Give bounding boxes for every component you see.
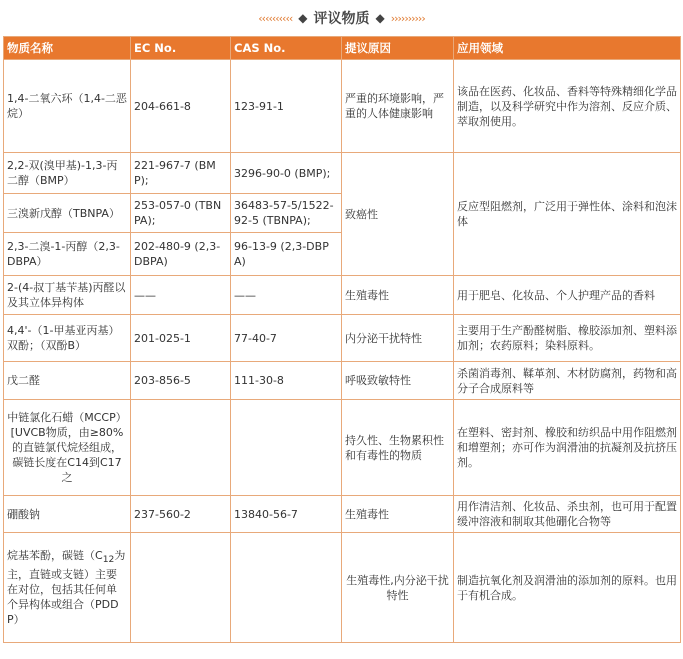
cell-name: 中链氯化石蜡（MCCP）[UVCB物质，由≥80%的直链氯代烷烃组成，碳链长度在C14到C17之 — [4, 400, 131, 496]
cell-ec: —— — [131, 276, 231, 315]
header-name: 物质名称 — [4, 37, 131, 60]
cell-ec: 221-967-7 (BMP); — [131, 153, 231, 194]
table-row — [4, 362, 681, 400]
table-row — [4, 153, 681, 194]
header-use: 应用领域 — [454, 37, 681, 60]
cell-ec: 237-560-2 — [131, 496, 231, 533]
cell-ec — [131, 533, 231, 643]
table-row — [4, 315, 681, 362]
cell-ec: 201-025-1 — [131, 315, 231, 362]
cell-name: 2,3-二溴-1-丙醇（2,3-DBPA） — [4, 233, 131, 276]
table-row — [4, 533, 681, 643]
cell-name: 2,2-双(溴甲基)-1,3-丙二醇（BMP） — [4, 153, 131, 194]
right-chevrons: ›››››››››› — [390, 11, 425, 25]
cell-reason: 生殖毒性,内分泌干扰特性 — [342, 533, 454, 643]
cell-cas — [231, 400, 342, 496]
cell-cas: 3296-90-0 (BMP); — [231, 153, 342, 194]
cell-reason: 生殖毒性 — [342, 496, 454, 533]
cell-ec — [131, 400, 231, 496]
cell-cas: 36483-57-5/1522-92-5 (TBNPA); — [231, 194, 342, 233]
cell-name: 2-(4-叔丁基苄基)丙醛以及其立体异构体 — [4, 276, 131, 315]
cell-use: 用于肥皂、化妆品、个人护理产品的香料 — [454, 276, 681, 315]
cell-ec: 203-856-5 — [131, 362, 231, 400]
title-text: 评议物质 — [313, 11, 370, 27]
diamond-icon: ◆ — [298, 11, 308, 25]
cell-use: 制造抗氧化剂及润滑油的添加剂的原料。也用于有机合成。 — [454, 533, 681, 643]
cell-ec: 204-661-8 — [131, 60, 231, 153]
cell-reason: 生殖毒性 — [342, 276, 454, 315]
cell-reason: 持久性、生物累积性和有毒性的物质 — [342, 400, 454, 496]
header-reason: 提议原因 — [342, 37, 454, 60]
name-subscript: 12 — [102, 554, 115, 566]
cell-cas: 77-40-7 — [231, 315, 342, 362]
cell-cas — [231, 533, 342, 643]
table-row — [4, 60, 681, 153]
name-part: 为主，直链或支链）主要在对位，包括其任何单个异构体或组合（PDDP） — [7, 548, 126, 627]
cell-use: 杀菌消毒剂、鞣革剂、木材防腐剂，药物和高分子合成原料等 — [454, 362, 681, 400]
header-cas: CAS No. — [231, 37, 342, 60]
cell-name: 戊二醛 — [4, 362, 131, 400]
cell-cas: 96-13-9 (2,3-DBPA) — [231, 233, 342, 276]
diamond-icon: ◆ — [375, 11, 385, 25]
cell-use: 反应型阻燃剂，广泛用于弹性体、涂料和泡沫体 — [454, 153, 681, 276]
cell-cas: —— — [231, 276, 342, 315]
cell-name: 1,4-二氧六环（1,4-二恶烷） — [4, 60, 131, 153]
cell-cas: 13840-56-7 — [231, 496, 342, 533]
cell-name: 4,4'-（1-甲基亚丙基）双酚；（双酚B） — [4, 315, 131, 362]
table-row — [4, 400, 681, 496]
name-part: 烷基苯酚，碳链（C — [7, 548, 103, 562]
cell-name: 三溴新戊醇（TBNPA） — [4, 194, 131, 233]
cell-cas: 111-30-8 — [231, 362, 342, 400]
cell-name — [4, 533, 131, 643]
substance-table — [3, 36, 681, 643]
table-row — [4, 496, 681, 533]
cell-use: 主要用于生产酚醛树脂、橡胶添加剂、塑料添加剂；农药原料；染料原料。 — [454, 315, 681, 362]
cell-ec: 202-480-9 (2,3-DBPA) — [131, 233, 231, 276]
cell-ec: 253-057-0 (TBNPA); — [131, 194, 231, 233]
header-ec: EC No. — [131, 37, 231, 60]
cell-use: 该品在医药、化妆品、香料等特殊精细化学品制造，以及科学研究中作为溶剂、反应介质、萃取剂使用。 — [454, 60, 681, 153]
cell-reason: 严重的环境影响，严重的人体健康影响 — [342, 60, 454, 153]
section-title — [0, 0, 683, 36]
cell-cas: 123-91-1 — [231, 60, 342, 153]
table-header-row — [4, 37, 681, 60]
cell-use: 用作清洁剂、化妆品、杀虫剂，也可用于配置缓冲溶液和制取其他硼化合物等 — [454, 496, 681, 533]
cell-reason: 内分泌干扰特性 — [342, 315, 454, 362]
cell-use: 在塑料、密封剂、橡胶和纺织品中用作阻燃剂和增塑剂；亦可作为润滑油的抗凝剂及抗挤压剂。 — [454, 400, 681, 496]
table-row — [4, 276, 681, 315]
left-chevrons: ‹‹‹‹‹‹‹‹‹‹ — [258, 11, 293, 25]
cell-reason: 呼吸致敏特性 — [342, 362, 454, 400]
cell-name: 硼酸钠 — [4, 496, 131, 533]
cell-reason: 致癌性 — [342, 153, 454, 276]
